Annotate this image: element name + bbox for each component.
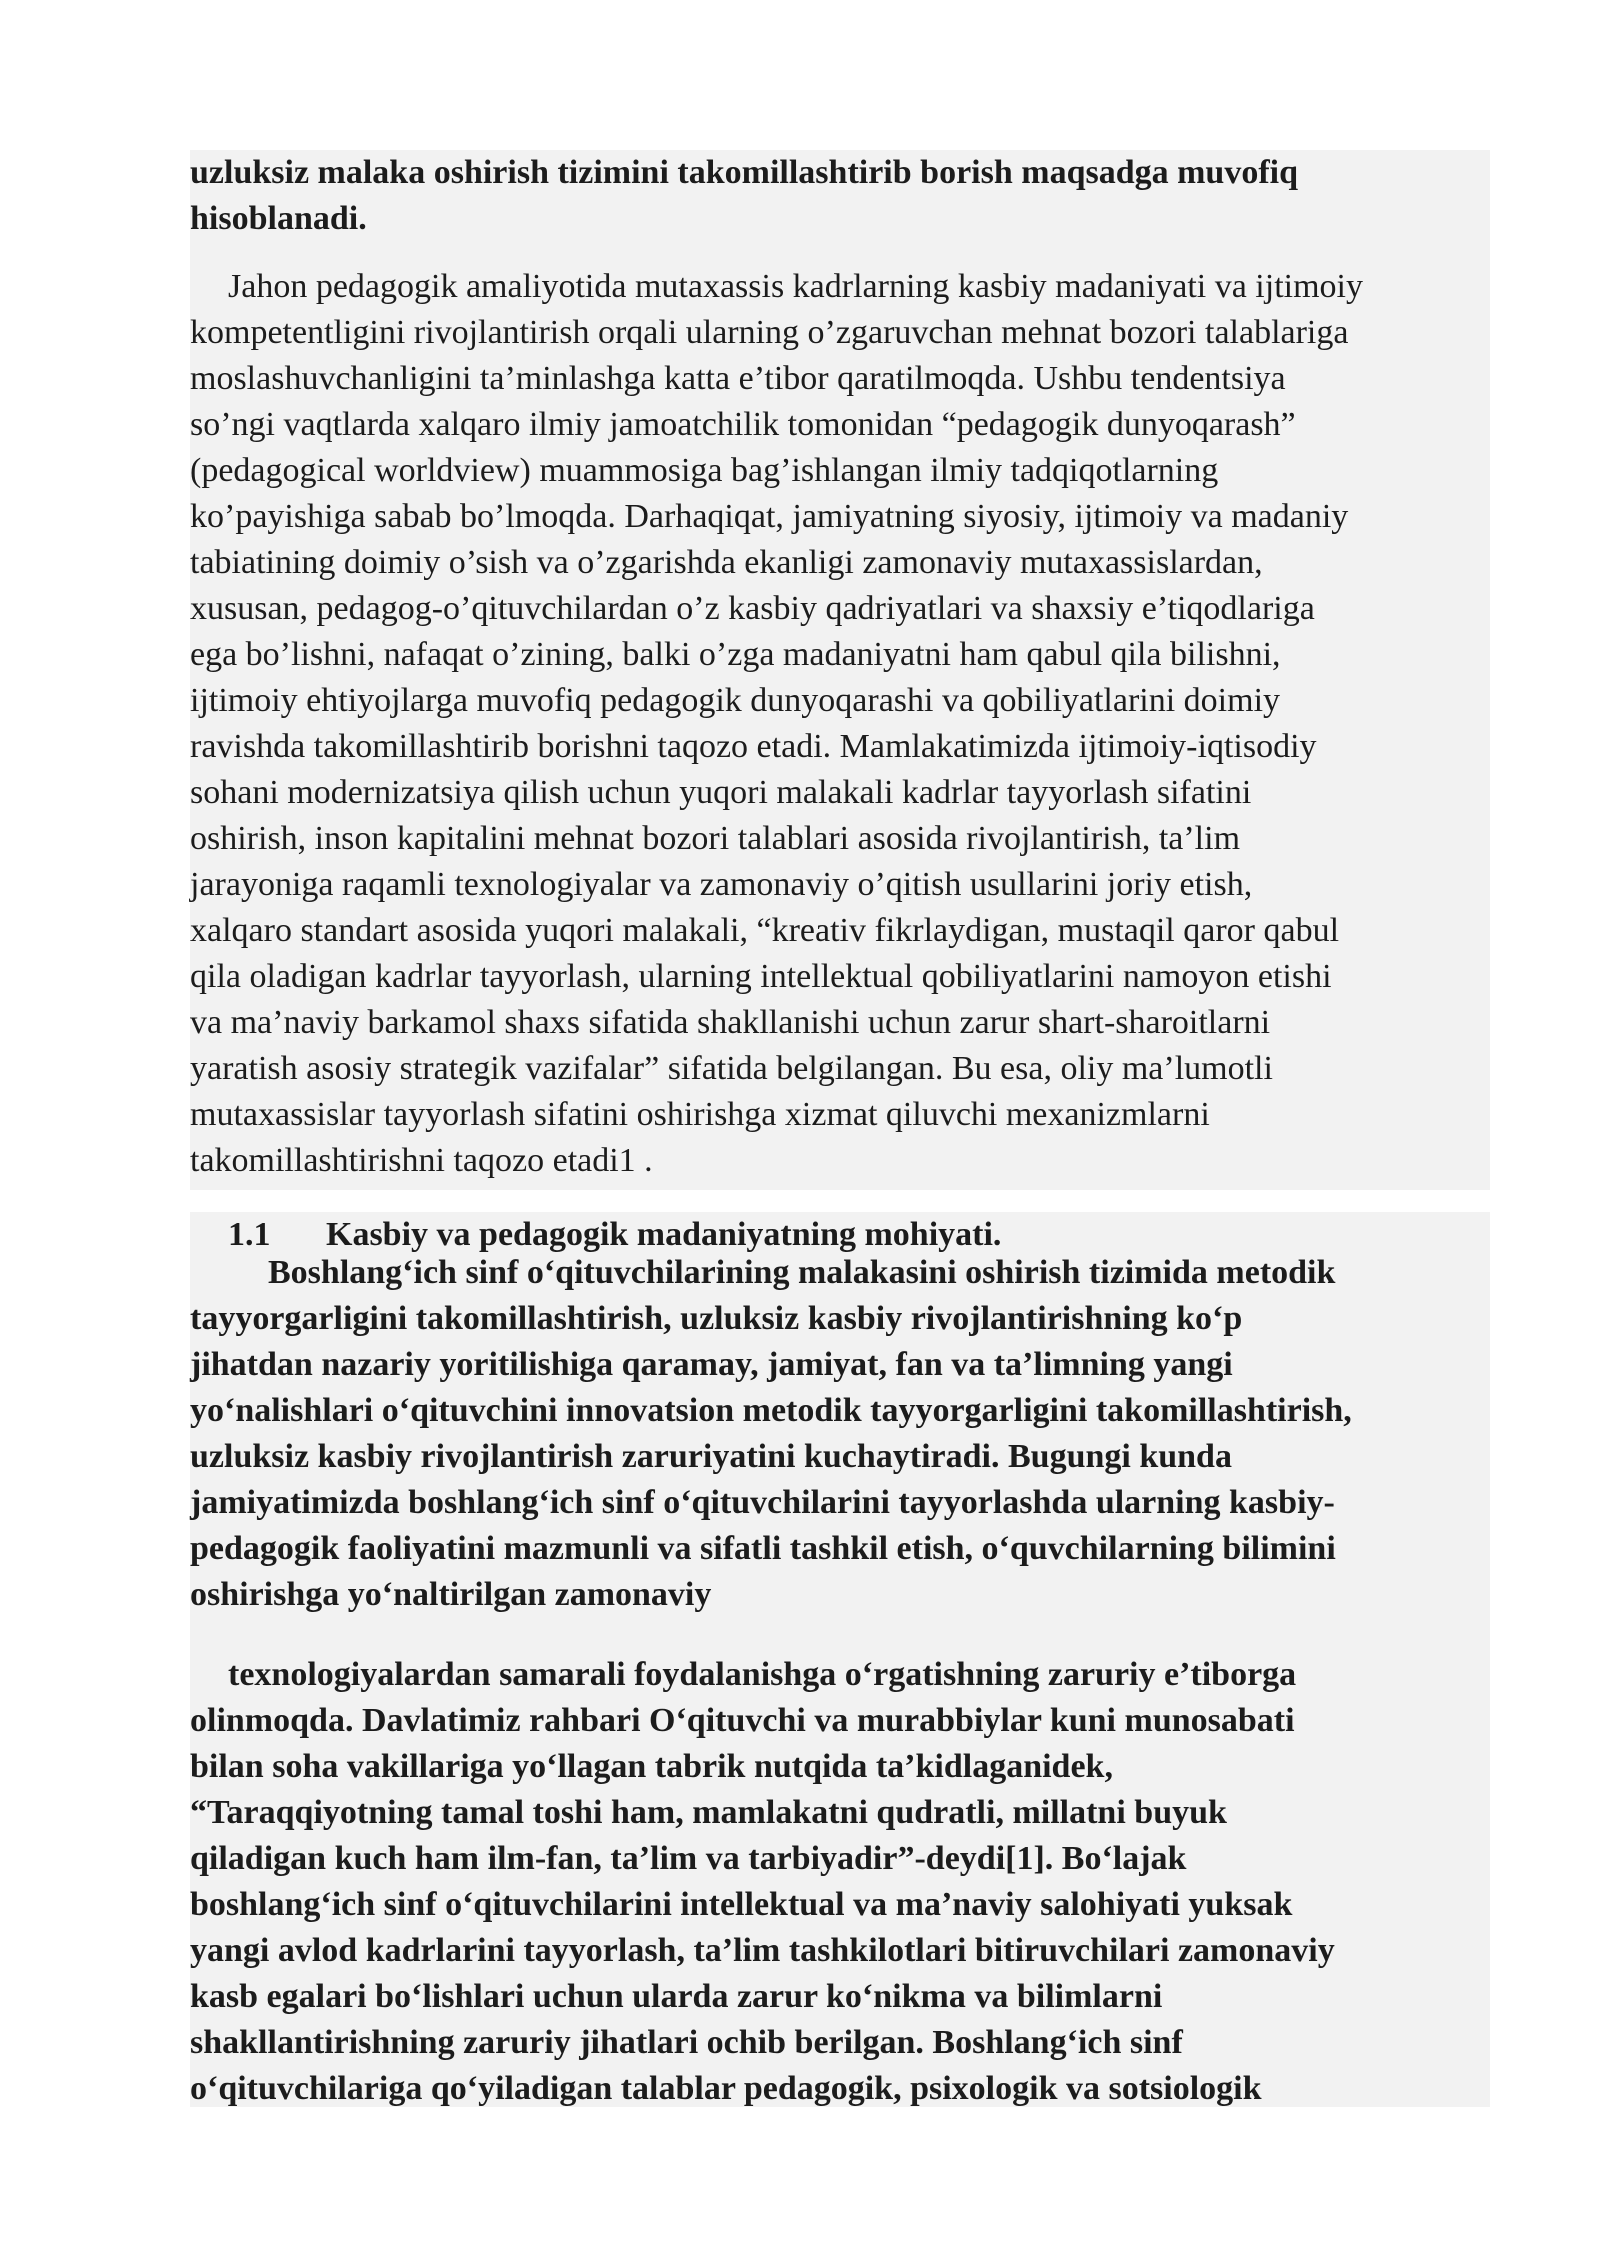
bold-line: uzluksiz malaka oshirish tizimini takomillashtirib borish maqsadga muvofiq xyxy=(190,154,1299,191)
bold-paragraph-line: oshirishga yo‘naltirilgan zamonaviy xyxy=(190,1576,712,1613)
bold-paragraph-line: jihatdan nazariy yoritilishiga qaramay, jamiyat, fan va ta’limning yangi xyxy=(190,1346,1233,1383)
text-block-section xyxy=(190,1212,1490,2107)
paragraph-line: oshirish, inson kapitalini mehnat bozori talablari asosida rivojlantirish, ta’lim xyxy=(190,820,1241,857)
section-title: Kasbiy va pedagogik madaniyatning mohiyati. xyxy=(326,1216,1002,1253)
paragraph-line: tabiatining doimiy o’sish va o’zgarishda ekanligi zamonaviy mutaxassislardan, xyxy=(190,544,1263,581)
paragraph-line: jarayoniga raqamli texnologiyalar va zamonaviy o’qitish usullarini joriy etish, xyxy=(190,866,1253,903)
bold-paragraph-line: jamiyatimizda boshlang‘ich sinf o‘qituvchilarini tayyorlashda ularning kasbiy- xyxy=(190,1484,1335,1521)
paragraph-line: ega bo’lishni, nafaqat o’zining, balki o’zga madaniyatni ham qabul qila bilishni, xyxy=(190,636,1281,673)
section-number: 1.1 xyxy=(228,1216,271,1253)
bold-paragraph-line: pedagogik faoliyatini mazmunli va sifatli tashkil etish, o‘quvchilarning bilimini xyxy=(190,1530,1336,1567)
paragraph-line: ravishda takomillashtirib borishni taqozo etadi. Mamlakatimizda ijtimoiy-iqtisodiy xyxy=(190,728,1317,765)
paragraph-line: so’ngi vaqtlarda xalqaro ilmiy jamoatchilik tomonidan “pedagogik dunyoqarash” xyxy=(190,406,1296,443)
paragraph-line: ijtimoiy ehtiyojlarga muvofiq pedagogik dunyoqarashi va qobiliyatlarini doimiy xyxy=(190,682,1281,719)
paragraph-line: mutaxassislar tayyorlash sifatini oshirishga xizmat qiluvchi mexanizmlarni xyxy=(190,1096,1210,1133)
bold-paragraph-line: kasb egalari bo‘lishlari uchun ularda zarur ko‘nikma va bilimlarni xyxy=(190,1978,1163,2015)
paragraph-line: ko’payishiga sabab bo’lmoqda. Darhaqiqat, jamiyatning siyosiy, ijtimoiy va madaniy xyxy=(190,498,1349,535)
bold-paragraph-line: yo‘nalishlari o‘qituvchini innovatsion metodik tayyorgarligini takomillashtirish, xyxy=(190,1392,1352,1429)
paragraph-line: (pedagogical worldview) muammosiga bag’ishlangan ilmiy tadqiqotlarning xyxy=(190,452,1219,489)
paragraph-line: xususan, pedagog-o’qituvchilardan o’z kasbiy qadriyatlari va shaxsiy e’tiqodlariga xyxy=(190,590,1315,627)
bold-paragraph-line: texnologiyalardan samarali foydalanishga o‘rgatishning zaruriy e’tiborga xyxy=(228,1656,1297,1693)
paragraph-line: qila oladigan kadrlar tayyorlash, ularning intellektual qobiliyatlarini namoyon etishi xyxy=(190,958,1332,995)
bold-paragraph-line: olinmoqda. Davlatimiz rahbari O‘qituvchi va murabbiylar kuni munosabati xyxy=(190,1702,1295,1739)
bold-paragraph-line: shakllantirishning zaruriy jihatlari ochib berilgan. Boshlang‘ich sinf xyxy=(190,2024,1183,2061)
paragraph-line: takomillashtirishni taqozo etadi1 . xyxy=(190,1142,653,1179)
bold-paragraph-line: boshlang‘ich sinf o‘qituvchilarini intellektual va ma’naviy salohiyati yuksak xyxy=(190,1886,1293,1923)
paragraph-line: sohani modernizatsiya qilish uchun yuqori malakali kadrlar tayyorlash sifatini xyxy=(190,774,1252,811)
bold-paragraph-line: yangi avlod kadrlarini tayyorlash, ta’lim tashkilotlari bitiruvchilari zamonaviy xyxy=(190,1932,1335,1969)
bold-paragraph-line: uzluksiz kasbiy rivojlantirish zaruriyatini kuchaytiradi. Bugungi kunda xyxy=(190,1438,1232,1475)
bold-paragraph-line: o‘qituvchilariga qo‘yiladigan talablar pedagogik, psixologik va sotsiologik xyxy=(190,2070,1262,2107)
bold-paragraph-line: bilan soha vakillariga yo‘llagan tabrik nutqida ta’kidlaganidek, xyxy=(190,1748,1113,1785)
paragraph-line: kompetentligini rivojlantirish orqali ularning o’zgaruvchan mehnat bozori talablariga xyxy=(190,314,1349,351)
paragraph-line: Jahon pedagogik amaliyotida mutaxassis kadrlarning kasbiy madaniyati va ijtimoiy xyxy=(228,268,1363,305)
paragraph-line: va ma’naviy barkamol shaxs sifatida shakllanishi uchun zarur shart-sharoitlarni xyxy=(190,1004,1271,1041)
bold-paragraph-line: “Taraqqiyotning tamal toshi ham, mamlakatni qudratli, millatni buyuk xyxy=(190,1794,1227,1831)
bold-paragraph-line: Boshlang‘ich sinf o‘qituvchilarining malakasini oshirish tizimida metodik xyxy=(268,1254,1336,1291)
paragraph-line: xalqaro standart asosida yuqori malakali, “kreativ fikrlaydigan, mustaqil qaror qabul xyxy=(190,912,1340,949)
text-block-intro xyxy=(190,150,1490,1190)
bold-paragraph-line: qiladigan kuch ham ilm-fan, ta’lim va tarbiyadir”-deydi[1]. Bo‘lajak xyxy=(190,1840,1187,1877)
paragraph-line: moslashuvchanligini ta’minlashga katta e’tibor qaratilmoqda. Ushbu tendentsiya xyxy=(190,360,1286,397)
bold-line: hisoblanadi. xyxy=(190,200,367,237)
bold-paragraph-line: tayyorgarligini takomillashtirish, uzluksiz kasbiy rivojlantirishning ko‘p xyxy=(190,1300,1243,1337)
paragraph-line: yaratish asosiy strategik vazifalar” sifatida belgilangan. Bu esa, oliy ma’lumotli xyxy=(190,1050,1273,1087)
